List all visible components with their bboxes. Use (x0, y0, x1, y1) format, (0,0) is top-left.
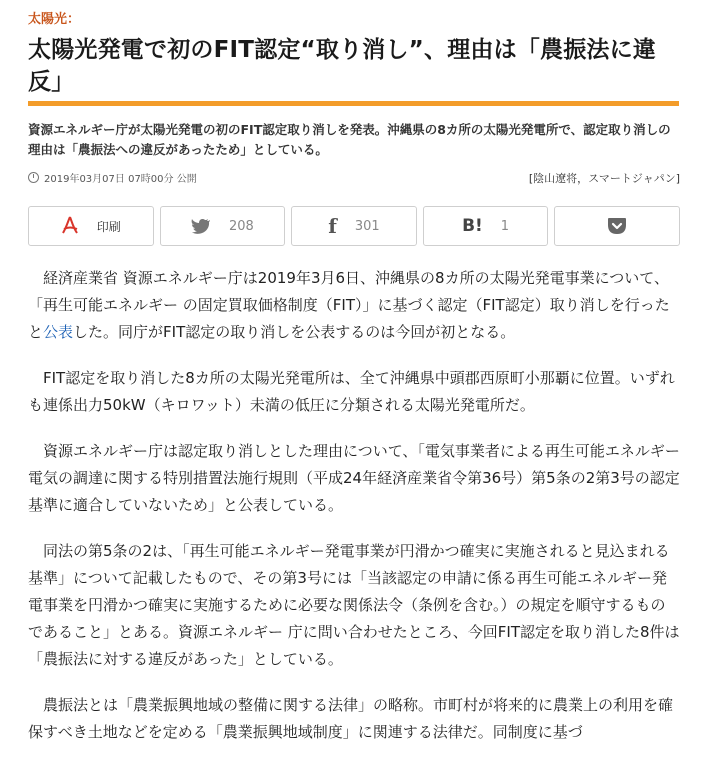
body-paragraph: 同法の第5条の2は、「再生可能エネルギー発電事業が円滑かつ確実に実施されると見込まれる基準」について記載したもので、その第3号には「当該認定の申請に係る再生可能エネルギー発電事業を円滑かつ確実に実施するために必要な関係法令（条例を含む。）の規定を順守するものであること」とある。資源エネルギー 庁に問い合わせたところ、今回FIT認定を取り消した8件は「農振法に対する違反があった」としている。 (28, 542, 680, 668)
article-body (28, 265, 680, 765)
article-meta (28, 170, 680, 186)
facebook-count: 301 (354, 218, 380, 234)
pocket-icon (607, 217, 627, 235)
pdf-icon (61, 216, 79, 236)
body-paragraph: 農振法とは「農業振興地域の整備に関する法律」の略称。市町村が将来的に農業上の利用を確保すべき土地などを定める「農業振興地域制度」に関連する法律だ。同制度に基づ (28, 696, 674, 741)
pocket-button[interactable] (554, 206, 680, 246)
hatena-bookmark-button[interactable] (423, 206, 549, 246)
article-lead: 資源エネルギー庁が太陽光発電の初のFIT認定取り消しを発表。沖縄県の8カ所の太陽光発電所で、認定取り消しの理由は「農振法への違反があったため」としている。 (28, 122, 671, 157)
print-button[interactable] (28, 206, 154, 246)
title-divider (28, 101, 679, 106)
publish-date (28, 170, 197, 185)
facebook-share-button[interactable] (291, 206, 417, 246)
print-label: 印刷 (96, 219, 121, 234)
article-title: 太陽光発電で初のFIT認定“取り消し”、理由は「農振法に違反」 (28, 37, 656, 95)
twitter-icon (191, 218, 211, 234)
body-paragraph-text: 経済産業省 資源エネルギー庁は2019年3月6日、沖縄県の8カ所の太陽光発電事業について、「再生可能エネルギー の固定買取価格制度（FIT）」に基づく認定（FIT認定）取り消しを行ったと (28, 269, 670, 341)
hatena-bookmark-icon: B! (462, 216, 483, 236)
twitter-count: 208 (228, 218, 254, 234)
publish-date-text: 2019年03月07日 07時00分 公開 (44, 174, 197, 185)
twitter-share-button[interactable] (160, 206, 286, 246)
body-paragraph-text: した。同庁がFIT認定の取り消しを公表するのは今回が初となる。 (73, 323, 516, 341)
category-label[interactable]: 太陽光： (28, 12, 81, 27)
share-bar (28, 206, 680, 248)
facebook-icon: f (328, 214, 337, 238)
author-credit: [陰山遼将，スマートジャパン] (528, 172, 680, 185)
body-paragraph (28, 265, 680, 346)
announcement-link[interactable]: 公表 (43, 323, 74, 341)
body-paragraph: FIT認定を取り消した8カ所の太陽光発電所は、全て沖縄県中頭郡西原町小那覇に位置。いずれも連係出力50kW（キロワット）未満の低圧に分類される太陽光発電所だ。 (28, 369, 675, 414)
clock-icon (28, 172, 39, 183)
body-paragraph: 資源エネルギー庁は認定取り消しとした理由について、「電気事業者による再生可能エネルギー電気の調達に関する特別措置法施行規則（平成24年経済産業省令第36号）第5条の2第3号の認定基準に適合していないため」と公表している。 (28, 442, 680, 514)
hatena-count: 1 (500, 218, 510, 234)
